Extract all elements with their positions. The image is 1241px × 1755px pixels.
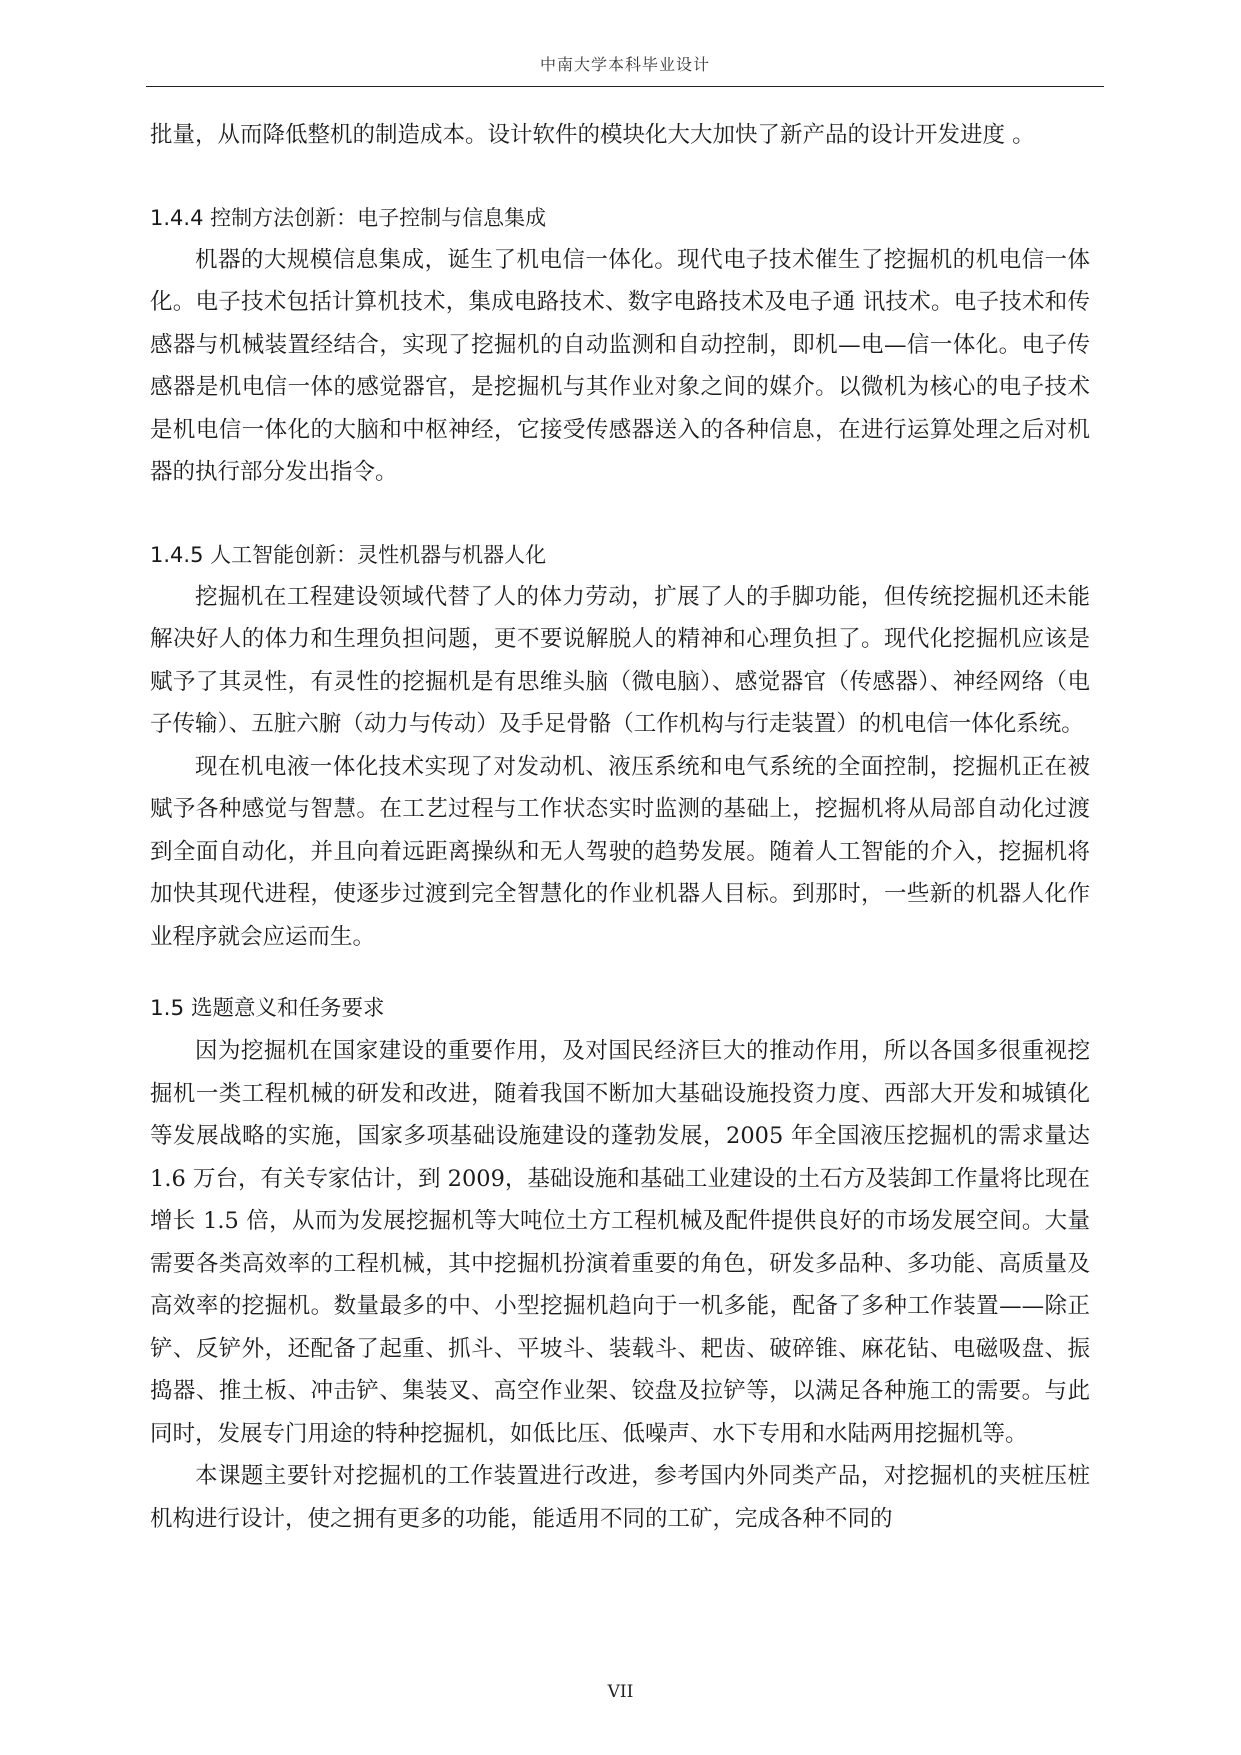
paragraph-mechatronics: 现在机电液一体化技术实现了对发动机、液压系统和电气系统的全面控制，挖掘机正在被赋予各种感觉与智慧。在工艺过程与工作状态实时监测的基础上，挖掘机将从局部自动化过渡到全面自动化，并且向着远距离操纵和无人驾驶的趋势发展。随着人工智能的介入，挖掘机将加快其现代进程，使逐步过渡到完全智慧化的作业机器人目标。到那时，一些新的机器人化作业程序就会应运而生。 bbox=[150, 753, 1090, 950]
page-body bbox=[150, 114, 1090, 1540]
page-header-title: 中南大学本科毕业设计 bbox=[539, 55, 710, 74]
section-heading-1-4-5: 1.4.5 人工智能创新：灵性机器与机器人化 bbox=[150, 542, 547, 567]
section-heading-1-4-4: 1.4.4 控制方法创新：电子控制与信息集成 bbox=[150, 205, 547, 230]
paragraph-electronic-control: 机器的大规模信息集成，诞生了机电信一体化。现代电子技术催生了挖掘机的机电信一体化。电子技术包括计算机技术，集成电路技术、数字电路技术及电子通 讯技术。电子技术和传感器与机械装置经结合，实现了挖掘机的自动监测和自动控制，即机—电—信一体化。电子传感器是机电信一体的感觉器官，是挖掘机与其作业对象之间的媒介。以微机为核心的电子技术是机电信一体化的大脑和中枢神经，它接受传感器送入的各种信息，在进行运算处理之后对机器的执行部分发出指令。 bbox=[150, 246, 1090, 485]
section-heading-1-5: 1.5 选题意义和任务要求 bbox=[150, 996, 385, 1021]
paragraph-task: 本课题主要针对挖掘机的工作装置进行改进，参考国内外同类产品，对挖掘机的夹桩压桩机构进行设计，使之拥有更多的功能，能适用不同的工矿，完成各种不同的 bbox=[150, 1463, 1090, 1532]
paragraph-ai-innovation: 挖掘机在工程建设领域代替了人的体力劳动，扩展了人的手脚功能，但传统挖掘机还未能解决好人的体力和生理负担问题，更不要说解脱人的精神和心理负担了。现代化挖掘机应该是赋予了其灵性，有灵性的挖掘机是有思维头脑（微电脑）、感觉器官（传感器）、神经网络（电子传输）、五脏六腑（动力与传动）及手足骨骼（工作机构与行走装置）的机电信一体化系统。 bbox=[150, 583, 1090, 737]
paragraph-significance: 因为挖掘机在国家建设的重要作用，及对国民经济巨大的推动作用，所以各国多很重视挖掘机一类工程机械的研发和改进，随着我国不断加大基础设施投资力度、西部大开发和城镇化等发展战略的实施，国家多项基础设施建设的蓬勃发展，2005 年全国液压挖掘机的需求量达 1.6 万台，有关专家估计，到 2009，基础设施和基础工业建设的土石方及装卸工作量将比现在增长 1.5 倍，从而为发展挖掘机等大吨位土方工程机械及配件提供良好的市场发展空间。大量需要各类高效率的工程机械，其中挖掘机扮演着重要的角色，研发多品种、多功能、高质量及高效率的挖掘机。数量最多的中、小型挖掘机趋向于一机多能，配备了多种工作装置——除正铲、反铲外，还配备了起重、抓斗、平坡斗、装载斗、耙齿、破碎锥、麻花钻、电磁吸盘、振捣器、推土板、冲击铲、集装叉、高空作业架、铰盘及拉铲等，以满足各种施工的需要。与此同时，发展专门用途的特种挖掘机，如低比压、低噪声、水下专用和水陆两用挖掘机等。 bbox=[150, 1038, 1090, 1447]
page-number: VII bbox=[607, 1682, 634, 1702]
paragraph-continuation: 批量，从而降低整机的制造成本。设计软件的模块化大大加快了新产品的设计开发进度 。 bbox=[150, 122, 1035, 148]
header-divider bbox=[146, 86, 1104, 87]
